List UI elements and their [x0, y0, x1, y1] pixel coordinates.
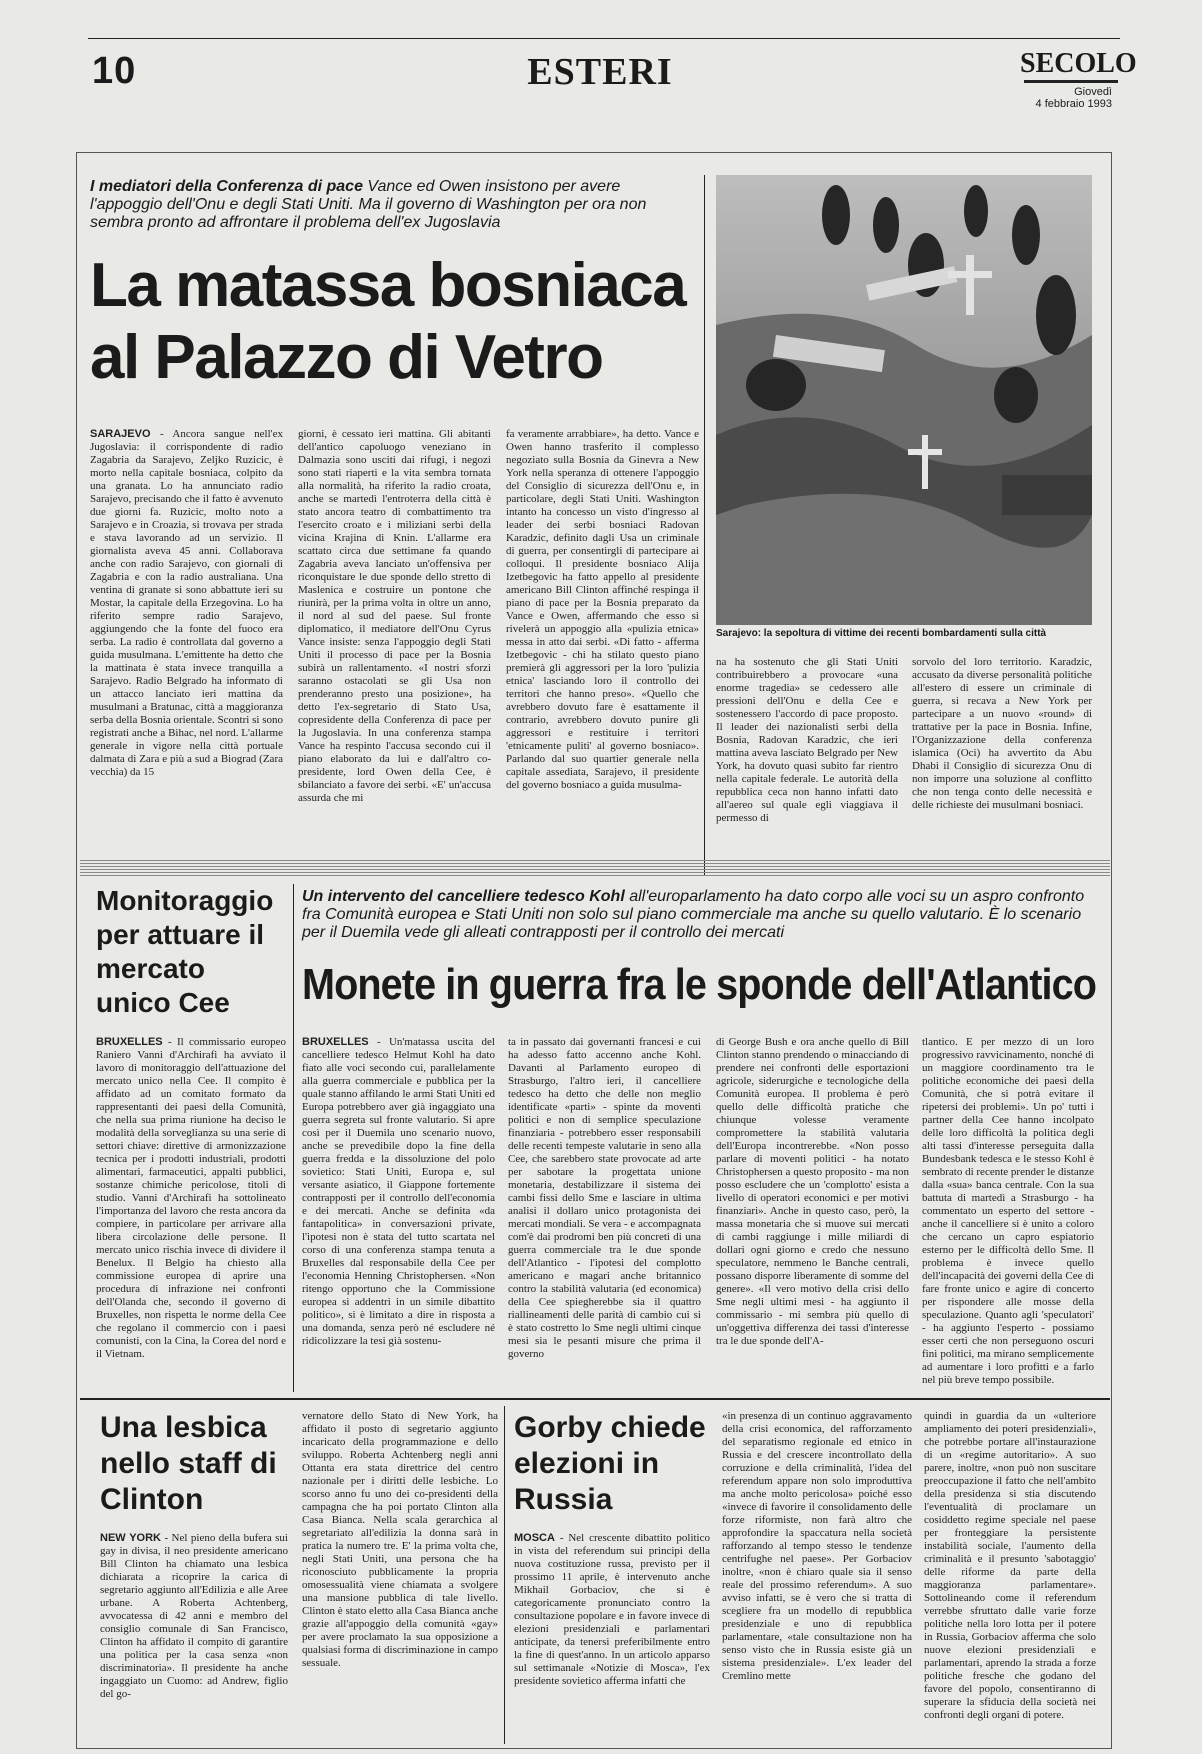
main-col-1: [90, 428, 283, 878]
cee-body: [96, 1036, 286, 1390]
gorby-col-1-text: - Nel crescente dibattito politico in vista del referendum sui principi della nuova costituzione russa, previsto per il prossimo 11 aprile, è intervenuto anche Mikhail Gorbaciov, che si è categoricamente pronunciato contro la consultazione popolare e in favore invece di elezioni presidenziali e parlamentari anticipate, da tenersi preferibilmente entro la fine di quest'anno. In un articolo apparso sul settimanale «Notizie di Mosca», l'ex presidente sovietico afferma infatti che: [514, 1532, 710, 1687]
kohl-col-1: [302, 1036, 495, 1390]
main-col-1-text: - Ancora sangue nell'ex Jugoslavia: il corrispondente di radio Zagabria da Sarajevo, Zeljko Ruzicic, è morto nella capitale bosniaca, colpito da una granata. Lo ha annunciato radio Sarajevo, precisando che il fatto è avvenuto due giorni fa. Ruzicic, molto noto a Sarajevo e in Croazia, si trovava per strada e stava lavorando ad un servizio. Il giornalista aveva 45 anni. Collaborava anche con radio Sarajevo, con giornali di Zagabria e con la radio australiana. Una ventina di granate si sono abbattute ieri su Mostar, la capitale della Erzegovina. Lo ha riferito sempre radio Sarajevo, aggiungendo che la fonte del fuoco era serba. La radio è controllata dal governo a guida musulmana. L'emittente ha detto che la mattinata è stata invece tranquilla a Sarajevo. Radio Belgrado ha informato di un attacco lanciato ieri mattina da musulmani a Bratunac, città a maggioranza serba della Bosnia orientale. Scontri si sono registrati anche a Bihac, nel nord. L'allarme generale in vigore nella città portuale dalmata di Zara e più a sud a Biograd (Zara vecchia) da 15: [90, 428, 283, 778]
bottom-separator: [80, 1398, 1110, 1400]
section-separator: [80, 860, 1110, 878]
kohl-dateline: BRUXELLES: [302, 1036, 369, 1048]
main-kicker: [90, 178, 690, 232]
lesbica-headline: Una lesbica nello staff di Clinton: [100, 1411, 277, 1516]
kohl-col-3: di George Bush e ora anche quello di Bill Clinton stanno prendendo o minacciando di prendere nei confronti delle esportazioni agricole, siderurgiche e tecnologiche della Comunità europea. Il problema è però quello delle difficoltà pratiche che chiunque volesse veramente compromettere la stabilità valutaria dell'Europa incontrerebbe. «Non posso parlare di moventi politici - ha notato Christophersen a questo proposito - ma non posso escludere che un 'complotto' esista a livello di operatori economici e per motivi finanziari». Anche in questo caso, però, la massa monetaria che si muove sui mercati di cambi raggiunge i mille miliardi di dollari ogni giorno e credo che nessuno speculatore, nemmeno le Banche centrali, possano disporre liberamente di somme del genere». «Il vero motivo della crisi dello Sme negli ultimi mesi - ha aggiunto il commissario - mi sembra più quello di un'oggettiva differenza dei tassi d'interesse tra le due sponde dell'A-: [716, 1036, 909, 1347]
main-col-3: fa veramente arrabbiare», ha detto. Vance e Owen hanno trasferito il complesso negoziato sulla Bosnia da Ginevra a New York nella speranza di ottenere l'appoggio del Consiglio di sicurezza dell'Onu e, in particolare, degli Stati Uniti. Washington intanto ha concesso un visto d'ingresso al leader dei serbi bosniaci Radovan Karadzic, definito dagli Usa un criminale di guerra, per consentirgli di partecipare ai colloqui. Il presidente bosniaco Alija Izetbegovic ha fatto appello al presidente americano Bill Clinton affinché respinga il piano di pace per la Bosnia preparato da Vance e Owen, affermando che esso si rivelerà un appoggio alla «pulizia etnica» messa in atto dai serbi. «Di fatto - afferma Izetbegovic - chi ha stilato questo piano premierà gli aggressori per la loro 'pulizia etnica' lasciando loro il controllo dei territori che hanno preso». «Quello che avrebbero dovuto fare è esattamente il contrario, avrebbero dovuto punire gli aggressori e restituire i territori 'etnicamente puliti' al governo bosniaco». Parlando dal suo quartier generale nella capitale assediata, Sarajevo, il presidente del governo bosniaco a guida musulma-: [506, 428, 699, 791]
cee-body-text: - Il commissario europeo Raniero Vanni d'Archirafi ha avviato il lavoro di monitoraggio dell'attuazione del mercato unico nella Cee. Il compito è affidato ad un comitato formato da rappresentanti dei paesi della Comunità, che nella sua prima riunione ha deciso le modalità della sorveglianza su una serie di settori chiave: direttive di armonizzazione tecnica per i prodotti industriali, prodotti alimentari, farmaceutici, appalti pubblici, sostanze chimiche pericolose, titoli di studio. Vanni d'Archirafi ha sottolineato l'importanza del lavoro che resta ancora da compiere, in particolare per arrivare alla libera circolazione delle persone. Il mercato unico rischia invece di dividere il Benelux. Il Belgio ha chiesto alla commissione europea di aprire una procedura di infrazione nei confronti dell'Olanda che, secondo il governo di Bruxelles, non rispetta le norme della Cee che regolano il commercio con i paesi comunisti, con la Cina, la Corea del nord e il Vietnam.: [96, 1036, 286, 1360]
kohl-headline: Monete in guerra fra le sponde dell'Atlantico: [302, 960, 1097, 1009]
cee-divider: [293, 884, 294, 1392]
lesbica-col-2: vernatore dello Stato di New York, ha affidato il posto di segretario aggiunto incaricato della programmazione e dello sviluppo. Roberta Achtenberg negli anni Ottanta era stata direttrice del centro nazionale per i diritti delle lesbiche. Lo scorso anno fu uno dei co-presidenti della campagna che ha poi portato Clinton alla Casa Bianca. Nella scala gerarchica al segretariato all'edilizia la donna sarà in pratica la numero tre. E' la prima volta che, negli Stati Uniti, una persona che ha riconosciuto pubblicamente la propria omosessualità viene chiamata a svolgere una mansione pubblica di tale livello. Clinton è stato eletto alla Casa Bianca anche grazie all'appoggio della comunità «gay» per avere proclamato la sua opposizione a qualsiasi forma di discriminazione in campo sessuale.: [302, 1410, 498, 1669]
issue-date: [1000, 86, 1112, 110]
top-rule: [88, 38, 1120, 39]
logo-underline: [1024, 80, 1118, 83]
gorby-headline: Gorby chiede elezioni in Russia: [514, 1411, 706, 1516]
gorby-col-1: [514, 1532, 710, 1742]
gorby-col-2: «in presenza di un continuo aggravamento della crisi economica, del rafforzamento del separatismo regionale ed etnico in Russia e del crescere incontrollato della corruzione e della criminalità, l'idea del referendum appare non solo improduttiva ma anche molto pericolosa» poiché esso «invece di favorire il consolidamento delle forze riformiste, non farà altro che approfondire la spaccatura nella società rafforzando al tempo stesso le tendenze centrifughe nel paese». Per Gorbaciov inoltre, «non è chiaro quale sia il senso reale del prossimo referendum». A suo avviso infatti, se è vero che si tratta di scegliere fra un modello di repubblica presidenziale e uno di repubblica parlamentare, «tale consultazione non ha senso visto che in Russia esiste già un sistema presidenziale». L'ex leader del Cremlino mette: [722, 1410, 912, 1682]
lesbica-col-1: [100, 1532, 288, 1742]
kohl-kicker-bold: Un intervento del cancelliere tedesco Kohl: [302, 888, 625, 905]
lesbica-col-1-text: - Nel pieno della bufera sui gay in divisa, il neo presidente americano Bill Clinton ha chiamato una lesbica dichiarata a ricoprire la carica di segretario aggiunto all'Edilizia e alle Aree urbane. A Roberta Achtenberg, avvocatessa di 42 anni e membro del consiglio comunale di San Francisco, Clinton ha affidato il compito di garantire una politica per la casa senza «non discriminatoria». Il presidente ha anche ingaggiato un Cuomo: ad Andrew, figlio del go-: [100, 1532, 288, 1700]
news-photo: [716, 175, 1092, 625]
cee-headline: Monitoraggio per attuare il mercato unico Cee: [96, 885, 274, 1018]
main-col-5: sorvolo del loro territorio. Karadzic, accusato da diverse personalità politiche all'estero di essere un criminale di guerra, si recava a New York per partecipare a un nuovo «round» di trattative per la pace in Bosnia. Infine, l'Organizzazione della conferenza islamica (Oci) ha avvertito da Abu Dhabi il Consiglio di sicurezza Onu di non imporre una soluzione al conflitto che non tenga conto delle necessità e delle richieste dei musulmani bosniaci.: [912, 656, 1092, 811]
kohl-col-2: ta in passato dai governanti francesi e cui ha adesso fatto accenno anche Kohl. Davanti al Parlamento europeo di Strasburgo, l'altro ieri, il cancelliere tedesco ha detto che delle non meglio identificate «parti» - spinte da moventi politici e non di semplice speculazione finanziaria - potrebbero esser responsabili delle recenti tempeste valutarie in seno alla Cee, che sarebbero state provocate ad arte per sabotare la progettata unione monetaria, destabilizzare il sistema dei cambi fissi dello Sme e lasciare in ultima analisi il dollaro unico protagonista dei mercati mondiali. Se vera - e accompagnata com'è dai prodromi ben più concreti di una guerra commerciale tra le due sponde dell'Atlantico - l'ipotesi del complotto americano e magari anche britannico contro la stabilità valutaria (ed economica) della Cee spiegherebbe sia il quattro riallineamenti delle parità di cambio cui si è stato costretto lo Sme negli ultimi cinque mesi sia le pesanti misure che prima il governo: [508, 1036, 701, 1360]
issue-day: Giovedì: [1074, 86, 1112, 98]
page-number: 10: [92, 50, 137, 92]
main-dateline: SARAJEVO: [90, 428, 151, 440]
lesbica-dateline: NEW YORK: [100, 1532, 161, 1544]
kohl-kicker: [302, 888, 1092, 942]
kohl-col-1-text: - Un'matassa uscita del cancelliere tedesco Helmut Kohl ha dato fiato alle voci secondo cui, parallelamente alla guerra commerciale e pubblica per la quale stanno affilando le armi Stati Uniti ed Europa potrebbero aver già ingaggiato una guerra segreta sul fronte valutario. Si apre così per il Duemila uno scenario nuovo, anche se prevedibile dopo la fine della guerra fredda e la dissoluzione del polo sovietico: Stati Uniti, Europa e, sul versante asiatico, il Giappone fortemente contrapposti per il controllo dell'economia e dei mercati. Anche se definita «da fantapolitica» in conversazioni private, l'ipotesi non è stata del tutto scartata nel corso di una conferenza stampa tenuta a Bruxelles dal responsabile della Cee per l'economia Henning Christophersen. «Non ritengo opportuno che la Commissione europea si addentri in un simile dibattito politico», si è limitato a dire in risposta a una domanda, senza però né escludere né ridicolizzare la tesi già sostenu-: [302, 1036, 495, 1347]
newspaper-logo: SECOLO: [1020, 48, 1137, 79]
kohl-kicker-rest: all'europarlamento ha dato corpo alle voci su un aspro confronto fra Comunità europea e Stati Uniti non solo sul piano commerciale ma anche su quello valutario. È lo scenario per il Duemila vede gli alleati contrapposti per il controllo dei mercati: [302, 888, 1085, 941]
cee-dateline: BRUXELLES: [96, 1036, 163, 1048]
main-col-2: giorni, è cessato ieri mattina. Gli abitanti dell'antico capoluogo veneziano in Dalmazia sono usciti dai rifugi, i negozi sono stati riaperti e la vita sembra tornata alla normalità, ha riferito la radio croata, anche se martedì l'entroterra della città è stato ancora teatro di combattimento tra l'esercito croato e i miliziani serbi della vicina Krajina di Knin. L'allarme era scattato circa due settimane fa quando Zagabria aveva lanciato un'offensiva per riconquistare le due sponde dello stretto di Maslenica e costruire un pontone che riunirà, per la prima volta in oltre un anno, il nord al sud del paese. Sul fronte diplomatico, il mediatore dell'Onu Cyrus Vance insiste: senza l'appoggio degli Stati Uniti il processo di pace per la Bosnia subirà un rallentamento. «I nostri sforzi saranno ostacolati se gli Usa non prenderanno presto una posizione», ha detto l'ex-segretario di Stato Usa, copresidente della Conferenza di pace per la Jugoslavia. In una conferenza stampa Vance ha respinto l'accusa secondo cui il piano elaborato da lui e dall'altro co-presidente, lord Owen della Cee, è sbilanciato a favore dei serbi. «E' un'accusa assurda che mi: [298, 428, 491, 804]
photo-caption: Sarajevo: la sepoltura di vittime dei recenti bombardamenti sulla città: [716, 628, 1047, 639]
issue-date-text: 4 febbraio 1993: [1035, 98, 1112, 110]
photo-divider: [704, 175, 705, 875]
lesbica-divider: [504, 1406, 505, 1744]
main-kicker-rest: Vance ed Owen insistono per avere l'appoggio dell'Onu e degli Stati Uniti. Ma il governo di Washington per ora non sembra pronto ad affrontare il problema dell'ex Jugoslavia: [90, 178, 647, 231]
main-col-4: na ha sostenuto che gli Stati Uniti contribuirebbero a provocare «una enorme tragedia» se cedessero alle pressioni dell'Onu e della Cee e sostenessero l'accordo di pace proposto. Il leader dei nazionalisti serbi della Bosnia, Radovan Karadzic, che ieri mattina aveva lasciato Belgrado per New York, ha dovuto quasi subito far rientro nella capitale federale. Le autorità della repubblica ceca non hanno infatti dato all'aereo sul quale egli viaggiava il permesso di: [716, 656, 898, 824]
section-title: ESTERI: [527, 51, 673, 93]
main-kicker-bold: I mediatori della Conferenza di pace: [90, 178, 363, 195]
kohl-col-4: tlantico. E per mezzo di un loro progressivo ravvicinamento, nonché di un maggiore coordinamento tra le politiche economiche dei paesi della Comunità, che si potrà evitare il ripetersi dei problemi». Un po' tutti i partner della Cee hanno incolpato delle loro difficoltà la politica degli alti tassi d'interesse perseguita dalla Bundesbank tedesca e le stesso Kohl è sembrato di recente prender le distanze dalla «sua» banca centrale. Con la sua battuta di martedì a Strasburgo - ha commentato un esperto del settore - anche il cancelliere si è unito a coloro che cercano un capro espiatorio esterno per le difficoltà dello Sme. Il problema è invece quello dell'incapacità dei governi della Cee di fare fronte unico e agire di concerto per rispondere alle mosse della speculazione. Quanto agli 'speculatori' - ha aggiunto l'esperto - possiamo esser certi che non perseguono oscuri fini politici, ma mirano semplicemente ad aumentare i loro profitti e a farlo nel più breve tempo possibile.: [922, 1036, 1094, 1386]
burial-photo: [716, 175, 1092, 625]
gorby-dateline: MOSCA: [514, 1532, 555, 1544]
gorby-col-3: quindi in guardia da un «ulteriore ampliamento dei poteri presidenziali», che potrebbe portare all'instaurazione di un «regime autoritario». A suo parere, inoltre, «non può non suscitare preoccupazione il fatto che nell'ambito della presidenza si stia discutendo l'eventualità di proclamare un cosiddetto regime speciale nel paese per fronteggiare la persistente instabilità sociale, l'aumento della criminalità e il presunto 'sabotaggio' delle riforme da parte della maggioranza parlamentare». Sottolineando come il referendum verrebbe sfruttato dalle varie forze politiche nella loro lotta per il potere in Russia, Gorbaciov afferma che solo nuove elezioni presidenziali e parlamentari, aprendo la strada a forze politiche fresche che godano del favore del popolo, consentiranno di superare la sfiducia della società nei confronti degli organi di potere.: [924, 1410, 1096, 1721]
main-headline: La matassa bosniaca al Palazzo di Vetro: [90, 251, 686, 392]
